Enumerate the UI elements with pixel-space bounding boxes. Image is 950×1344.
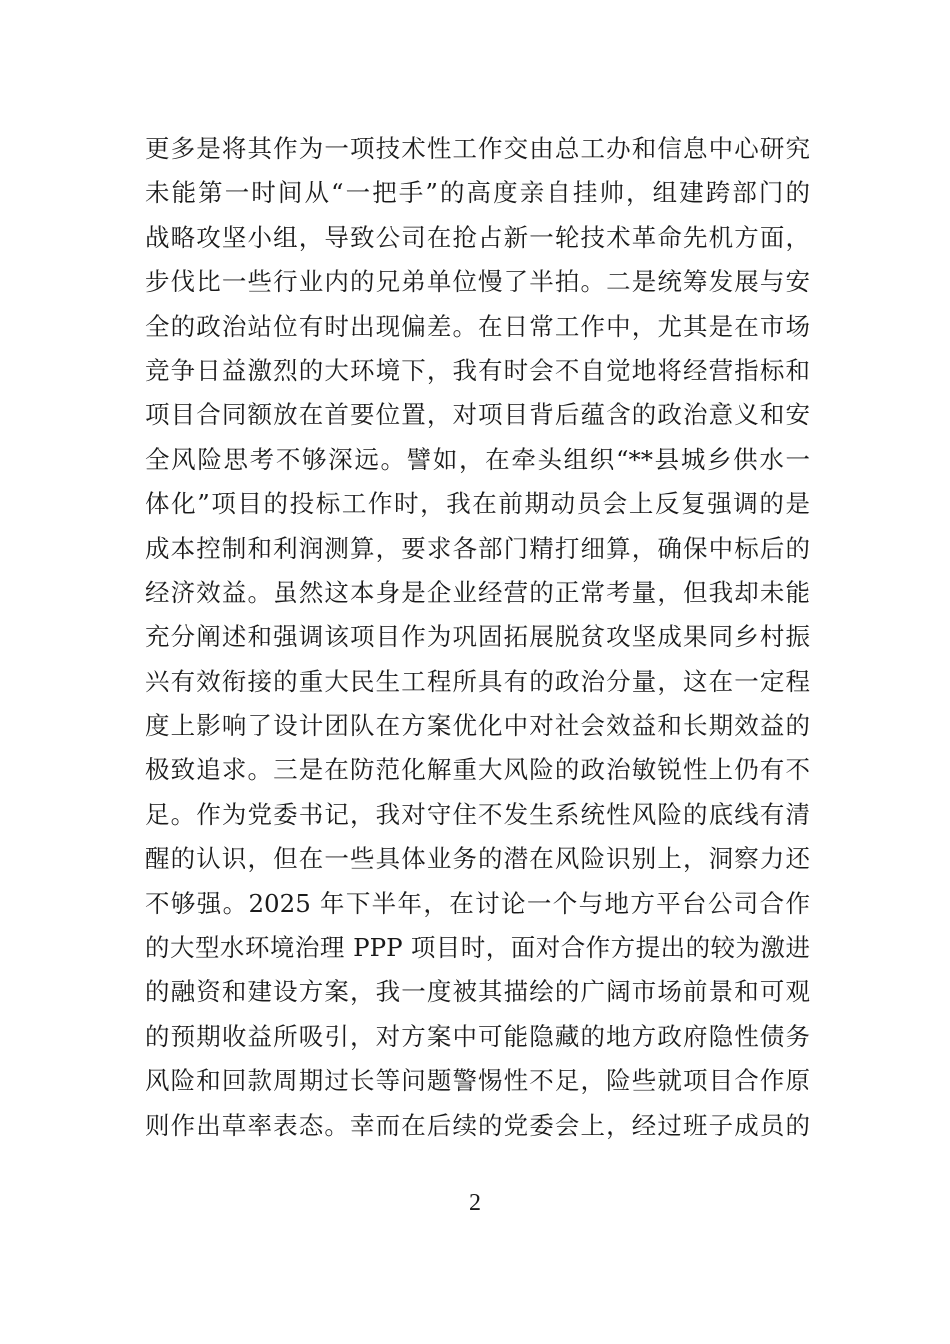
text-line: 项目合同额放在首要位置，对项目背后蕴含的政治意义和安 bbox=[145, 400, 810, 430]
text-line: 度上影响了设计团队在方案优化中对社会效益和长期效益的 bbox=[145, 711, 810, 741]
text-line: 未能第一时间从“一把手”的高度亲自挂帅，组建跨部门的 bbox=[145, 178, 810, 208]
text-line: 的大型水环境治理 PPP 项目时，面对合作方提出的较为激进 bbox=[145, 933, 810, 963]
text-line: 醒的认识，但在一些具体业务的潜在风险识别上，洞察力还 bbox=[145, 844, 810, 874]
text-line: 则作出草率表态。幸而在后续的党委会上，经过班子成员的 bbox=[145, 1110, 810, 1140]
text-line: 不够强。2025 年下半年，在讨论一个与地方平台公司合作 bbox=[145, 888, 810, 918]
text-line: 战略攻坚小组，导致公司在抢占新一轮技术革命先机方面， bbox=[145, 222, 810, 252]
text-line: 全风险思考不够深远。譬如，在牵头组织“**县城乡供水一 bbox=[145, 444, 810, 474]
text-line: 的融资和建设方案，我一度被其描绘的广阔市场前景和可观 bbox=[145, 977, 810, 1007]
text-line: 步伐比一些行业内的兄弟单位慢了半拍。二是统筹发展与安 bbox=[145, 267, 810, 297]
text-line: 成本控制和利润测算，要求各部门精打细算，确保中标后的 bbox=[145, 533, 810, 563]
text-line: 极致追求。三是在防范化解重大风险的政治敏锐性上仍有不 bbox=[145, 755, 810, 785]
text-line: 竞争日益激烈的大环境下，我有时会不自觉地将经营指标和 bbox=[145, 355, 810, 385]
text-line: 足。作为党委书记，我对守住不发生系统性风险的底线有清 bbox=[145, 799, 810, 829]
text-line: 经济效益。虽然这本身是企业经营的正常考量，但我却未能 bbox=[145, 577, 810, 607]
text-line: 全的政治站位有时出现偏差。在日常工作中，尤其是在市场 bbox=[145, 311, 810, 341]
body-paragraph bbox=[145, 127, 810, 1148]
page-number: 2 bbox=[469, 1190, 481, 1216]
text-line: 兴有效衔接的重大民生工程所具有的政治分量，这在一定程 bbox=[145, 666, 810, 696]
text-line: 充分阐述和强调该项目作为巩固拓展脱贫攻坚成果同乡村振 bbox=[145, 622, 810, 652]
text-line: 的预期收益所吸引，对方案中可能隐藏的地方政府隐性债务 bbox=[145, 1021, 810, 1051]
text-line: 体化”项目的投标工作时，我在前期动员会上反复强调的是 bbox=[145, 489, 810, 519]
text-line: 更多是将其作为一项技术性工作交由总工办和信息中心研究 bbox=[145, 134, 810, 163]
text-line: 风险和回款周期过长等问题警惕性不足，险些就项目合作原 bbox=[145, 1066, 810, 1096]
